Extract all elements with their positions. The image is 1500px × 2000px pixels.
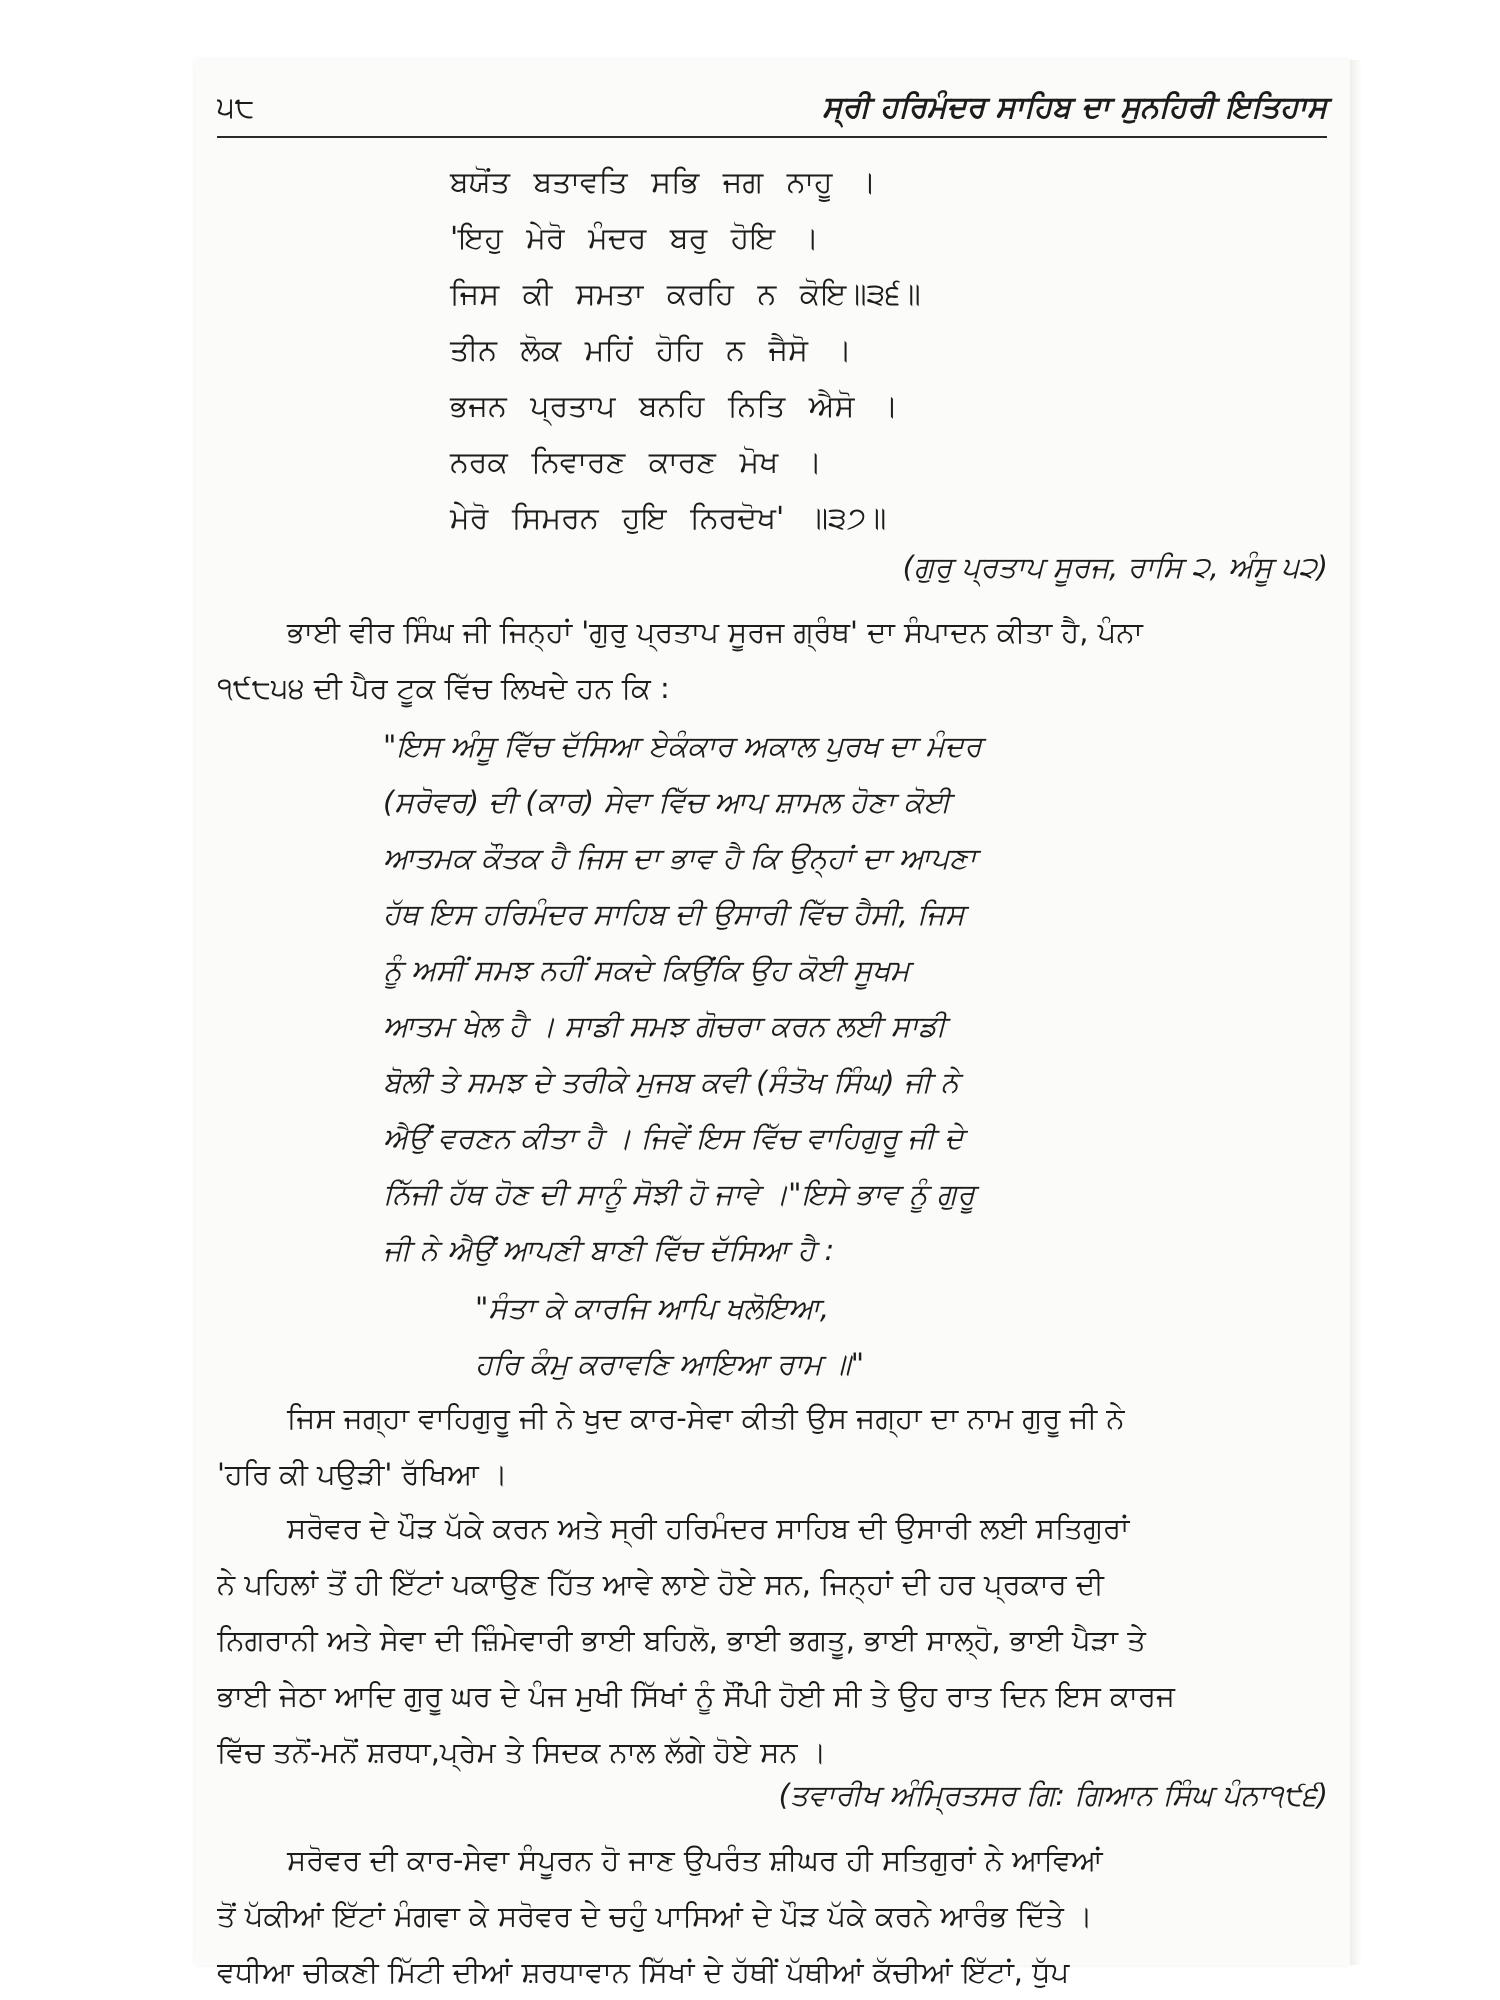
book-page xyxy=(195,60,1350,1989)
citation-gurpratap: (ਗੁਰੁ ਪ੍ਰਤਾਪ ਸੂਰਜ, ਰਾਸਿ ੨, ਅੰਸੂ ੫੨) xyxy=(902,550,1328,584)
paragraph-line: ਸਰੋਵਰ ਦੇ ਪੌੜ ਪੱਕੇ ਕਰਨ ਅਤੇ ਸ੍ਰੀ ਹਰਿਮੰਦਰ ਸਾਹਿਬ ਦੀ ਉਸਾਰੀ ਲਈ ਸਤਿਗੁਰਾਂ xyxy=(287,1511,1130,1545)
scripture-line: ਹਰਿ ਕੰਮੁ ਕਰਾਵਣਿ ਆਇਆ ਰਾਮ ॥" xyxy=(475,1347,865,1381)
paragraph-line: ਭਾਈ ਵੀਰ ਸਿੰਘ ਜੀ ਜਿਨ੍ਹਾਂ 'ਗੁਰੁ ਪ੍ਰਤਾਪ ਸੂਰਜ ਗ੍ਰੰਥ' ਦਾ ਸੰਪਾਦਨ ਕੀਤਾ ਹੈ, ਪੰਨਾ xyxy=(287,615,1143,649)
page-number: ੫੮ xyxy=(217,90,255,125)
paragraph-line: ਭਾਈ ਜੇਠਾ ਆਦਿ ਗੁਰੂ ਘਰ ਦੇ ਪੰਜ ਮੁਖੀ ਸਿੱਖਾਂ ਨੂੰ ਸੌਂਪੀ ਹੋਈ ਸੀ ਤੇ ਉਹ ਰਾਤ ਦਿਨ ਇਸ ਕਾਰਜ xyxy=(217,1679,1175,1713)
paragraph-line: 'ਹਰਿ ਕੀ ਪਉੜੀ' ਰੱਖਿਆ । xyxy=(217,1457,508,1491)
verse-line: ਤੀਨ ਲੋਕ ਮਹਿਂ ਹੋਹਿ ਨ ਜੈਸੋ । xyxy=(450,333,852,368)
citation-tavarikh: (ਤਵਾਰੀਖ ਅੰਮ੍ਰਿਤਸਰ ਗਿ: ਗਿਆਨ ਸਿੰਘ ਪੰਨਾ੧੯੬) xyxy=(778,1778,1328,1812)
verse-line: ਮੇਰੋ ਸਿਮਰਨ ਹੁਇ ਨਿਰਦੋਖ' ॥੩੭॥ xyxy=(450,501,887,536)
verse-line: 'ਇਹੁ ਮੇਰੋ ਮੰਦਰ ਬਰੁ ਹੋਇ । xyxy=(450,221,819,256)
paragraph-kar-seva xyxy=(217,1832,1327,2000)
paragraph-sarovar-bricks xyxy=(217,1500,1327,1780)
verse-line: ਬਯੋਂਤ ਬਤਾਵਤਿ ਸਭਿ ਜਗ ਨਾਹੂ । xyxy=(450,165,877,200)
quote-line: ਨਿੱਜੀ ਹੱਥ ਹੋਣ ਦੀ ਸਾਨੂੰ ਸੋਝੀ ਹੋ ਜਾਵੇ ।"ਇਸੇ ਭਾਵ ਨੂੰ ਗੁਰੂ xyxy=(383,1177,975,1211)
verse-line: ਭਜਨ ਪ੍ਰਤਾਪ ਬਨਹਿ ਨਿਤਿ ਐਸੋ । xyxy=(450,389,899,424)
paragraph-line: ਜਿਸ ਜਗ੍ਹਾ ਵਾਹਿਗੁਰੂ ਜੀ ਨੇ ਖੁਦ ਕਾਰ-ਸੇਵਾ ਕੀਤੀ ਉਸ ਜਗ੍ਹਾ ਦਾ ਨਾਮ ਗੁਰੂ ਜੀ ਨੇ xyxy=(287,1401,1125,1435)
quote-line: "ਇਸ ਅੰਸੂ ਵਿੱਚ ਦੱਸਿਆ ਏਕੰਕਾਰ ਅਕਾਲ ਪੁਰਖ ਦਾ ਮੰਦਰ xyxy=(383,729,982,763)
paragraph-har-ki-pauri xyxy=(217,1390,1327,1502)
quote-line: ਆਤਮਕ ਕੌਤਕ ਹੈ ਜਿਸ ਦਾ ਭਾਵ ਹੈ ਕਿ ਉਨ੍ਹਾਂ ਦਾ ਆਪਣਾ xyxy=(383,841,977,875)
block-quote xyxy=(383,718,1153,1278)
quote-line: ਬੋਲੀ ਤੇ ਸਮਝ ਦੇ ਤਰੀਕੇ ਮੁਜਬ ਕਵੀ (ਸੰਤੋਖ ਸਿੰਘ) ਜੀ ਨੇ xyxy=(383,1065,959,1099)
verse-line: ਨਰਕ ਨਿਵਾਰਣ ਕਾਰਣ ਮੋਖ । xyxy=(450,445,823,480)
quote-line: ਐਉਂ ਵਰਣਨ ਕੀਤਾ ਹੈ । ਜਿਵੇਂ ਇਸ ਵਿੱਚ ਵਾਹਿਗੁਰੂ ਜੀ ਦੇ xyxy=(383,1121,964,1155)
paragraph-line: ਵਿੱਚ ਤਨੋਂ-ਮਨੋਂ ਸ਼ਰਧਾ,ਪ੍ਰੇਮ ਤੇ ਸਿਦਕ ਨਾਲ ਲੱਗੇ ਹੋਏ ਸਨ । xyxy=(217,1735,827,1769)
quote-line: ਆਤਮ ਖੇਲ ਹੈ । ਸਾਡੀ ਸਮਝ ਗੋਚਰਾ ਕਰਨ ਲਈ ਸਾਡੀ xyxy=(383,1009,946,1043)
quote-line: ਜੀ ਨੇ ਐਉਂ ਆਪਣੀ ਬਾਣੀ ਵਿੱਚ ਦੱਸਿਆ ਹੈ : xyxy=(383,1233,835,1267)
paragraph-line: ਸਰੋਵਰ ਦੀ ਕਾਰ-ਸੇਵਾ ਸੰਪੂਰਨ ਹੋ ਜਾਣ ਉਪਰੰਤ ਸ਼ੀਘਰ ਹੀ ਸਤਿਗੁਰਾਂ ਨੇ ਆਵਿਆਂ xyxy=(287,1843,1103,1877)
quote-line: ਨੂੰ ਅਸੀਂ ਸਮਝ ਨਹੀਂ ਸਕਦੇ ਕਿਉਂਕਿ ਉਹ ਕੋਈ ਸੂਖਮ xyxy=(383,953,910,987)
verse-block xyxy=(450,155,970,547)
verse-line: ਜਿਸ ਕੀ ਸਮਤਾ ਕਰਹਿ ਨ ਕੋਇ॥੩੬॥ xyxy=(450,277,921,312)
paragraph-line: ੧੯੮੫੪ ਦੀ ਪੈਰ ਟੂਕ ਵਿੱਚ ਲਿਖਦੇ ਹਨ ਕਿ : xyxy=(217,671,670,705)
scripture-line: "ਸੰਤਾ ਕੇ ਕਾਰਜਿ ਆਪਿ ਖਲੋਇਆ, xyxy=(475,1291,830,1325)
scripture-quote xyxy=(475,1280,1175,1392)
paragraph-vir-singh xyxy=(217,604,1327,716)
paragraph-line: ਨਿਗਰਾਨੀ ਅਤੇ ਸੇਵਾ ਦੀ ਜ਼ਿੰਮੇਵਾਰੀ ਭਾਈ ਬਹਿਲੋ, ਭਾਈ ਭਗਤੂ, ਭਾਈ ਸਾਲ੍ਹੋ, ਭਾਈ ਪੈੜਾ ਤੇ xyxy=(217,1623,1146,1657)
quote-line: ਹੱਥ ਇਸ ਹਰਿਮੰਦਰ ਸਾਹਿਬ ਦੀ ਉਸਾਰੀ ਵਿੱਚ ਹੈਸੀ, ਜਿਸ xyxy=(383,897,965,931)
running-head: ਸ੍ਰੀ ਹਰਿਮੰਦਰ ਸਾਹਿਬ ਦਾ ਸੁਨਹਿਰੀ ਇਤਿਹਾਸ xyxy=(822,90,1327,125)
paragraph-line: ਵਧੀਆ ਚੀਕਣੀ ਮਿੱਟੀ ਦੀਆਂ ਸ਼ਰਧਾਵਾਨ ਸਿੱਖਾਂ ਦੇ ਹੱਥੀਂ ਪੱਥੀਆਂ ਕੱਚੀਆਂ ਇੱਟਾਂ, ਧੁੱਪ xyxy=(217,1955,1070,1989)
quote-line: (ਸਰੋਵਰ) ਦੀ (ਕਾਰ) ਸੇਵਾ ਵਿੱਚ ਆਪ ਸ਼ਾਮਲ ਹੋਣਾ ਕੋਈ xyxy=(383,785,951,819)
page-header xyxy=(217,86,1327,138)
paragraph-line: ਨੇ ਪਹਿਲਾਂ ਤੋਂ ਹੀ ਇੱਟਾਂ ਪਕਾਉਣ ਹਿੱਤ ਆਵੇ ਲਾਏ ਹੋਏ ਸਨ, ਜਿਨ੍ਹਾਂ ਦੀ ਹਰ ਪ੍ਰਕਾਰ ਦੀ xyxy=(217,1567,1104,1601)
paragraph-line: ਤੋਂ ਪੱਕੀਆਂ ਇੱਟਾਂ ਮੰਗਵਾ ਕੇ ਸਰੋਵਰ ਦੇ ਚਹੁੰ ਪਾਸਿਆਂ ਦੇ ਪੌੜ ਪੱਕੇ ਕਰਨੇ ਆਰੰਭ ਦਿੱਤੇ । xyxy=(217,1899,1093,1933)
